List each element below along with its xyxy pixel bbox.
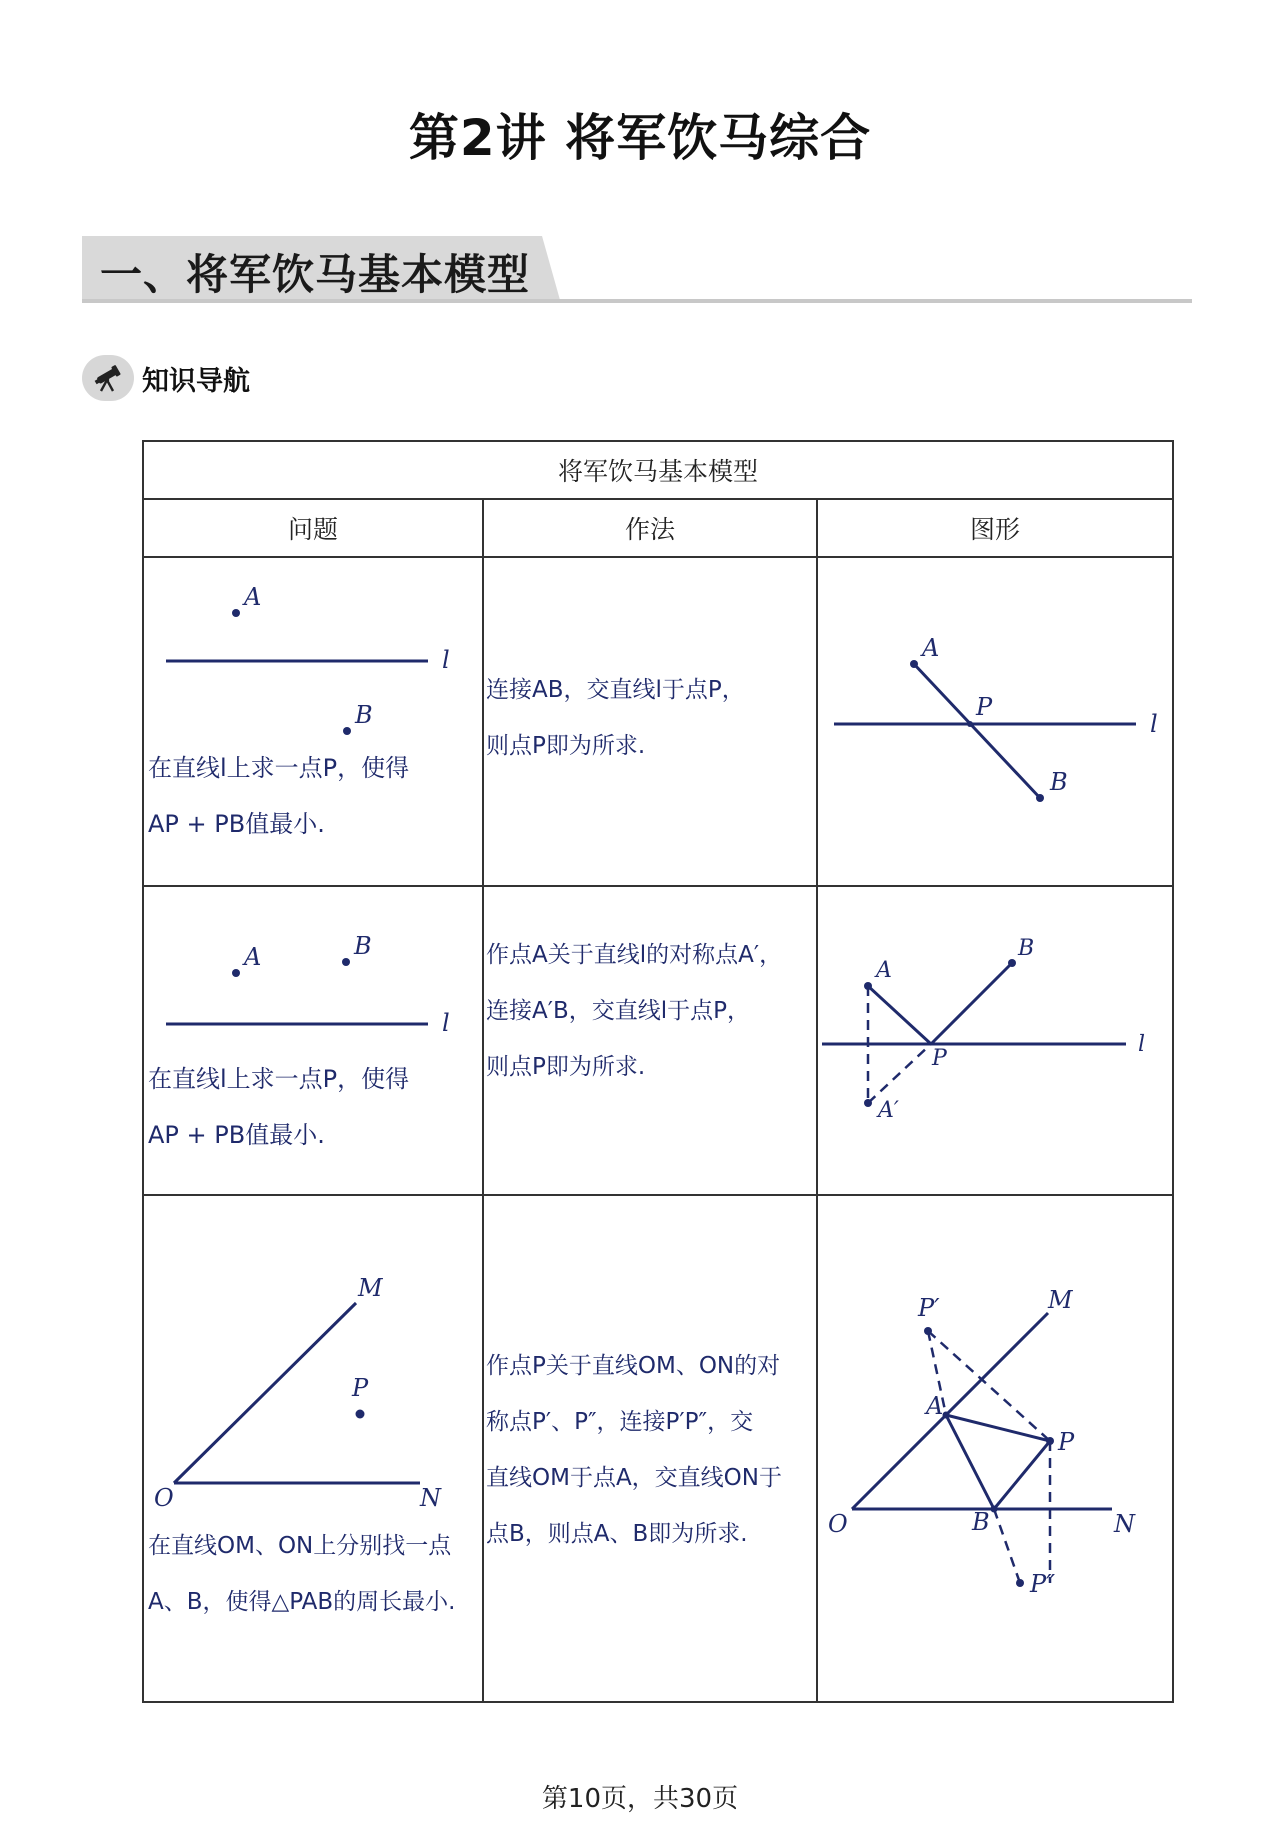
label-point-p: P (352, 1374, 369, 1402)
method-line: 则点P即为所求. (486, 733, 646, 759)
label-point-p-prime: P′ (918, 1294, 940, 1322)
figure-cell (817, 1195, 1173, 1702)
label-point-m: M (1048, 1286, 1073, 1314)
problem-cell (143, 886, 483, 1195)
figure-diagram (818, 558, 1174, 885)
problem-line: 在直线OM、ON上分别找一点 (148, 1533, 452, 1559)
label-point-p: P (932, 1046, 947, 1071)
table-row (143, 1195, 1173, 1702)
problem-cell (143, 1195, 483, 1702)
method-line: 作点A关于直线l的对称点A′， (486, 942, 783, 968)
label-point-p: P (976, 693, 993, 721)
label-point-o: O (154, 1484, 174, 1512)
method-cell (483, 886, 817, 1195)
problem-text (148, 1518, 455, 1630)
method-line: 直线OM于点A，交直线ON于 (486, 1465, 782, 1491)
label-point-b: B (1050, 768, 1068, 796)
figure-cell (817, 886, 1173, 1195)
section-banner (82, 236, 1192, 304)
figure-diagram (818, 887, 1174, 1194)
column-header-figure: 图形 (817, 499, 1173, 557)
label-point-b: B (1018, 936, 1035, 961)
knowledge-nav (82, 354, 250, 402)
label-point-a: A (922, 634, 940, 662)
table-row (143, 886, 1173, 1195)
label-line-l: l (1150, 710, 1158, 738)
problem-line: 在直线l上求一点P，使得 (148, 754, 410, 782)
telescope-icon (82, 355, 134, 401)
label-line-l: l (442, 646, 450, 674)
problem-cell (143, 557, 483, 886)
method-line: 连接AB，交直线l于点P， (486, 677, 745, 703)
column-header-method: 作法 (483, 499, 817, 557)
label-point-a: A (244, 943, 262, 971)
label-point-n: N (1114, 1510, 1135, 1538)
label-point-n: N (420, 1484, 441, 1512)
figure-diagram (818, 1196, 1174, 1701)
problem-line: AP + PB值最小. (148, 1121, 325, 1149)
problem-line: 在直线l上求一点P，使得 (148, 1065, 410, 1093)
label-point-b: B (354, 932, 372, 960)
method-line: 则点P即为所求. (486, 1054, 646, 1080)
label-point-a: A (876, 958, 892, 983)
label-point-b: B (355, 701, 373, 729)
problem-line: A、B，使得△PAB的周长最小. (148, 1589, 456, 1615)
section-title: 一、将军饮马基本模型 (100, 250, 531, 299)
label-point-a-prime: A′ (878, 1098, 899, 1123)
label-point-o: O (828, 1510, 848, 1538)
label-line-l: l (1138, 1032, 1146, 1057)
label-point-m: M (358, 1274, 383, 1302)
method-cell (483, 1195, 817, 1702)
method-line: 点B，则点A、B即为所求. (486, 1521, 748, 1547)
method-line: 称点P′、P″，连接P′P″，交 (486, 1409, 754, 1435)
problem-text (148, 740, 409, 852)
page-footer (0, 1778, 1280, 1815)
column-header-problem: 问题 (143, 499, 483, 557)
page-number: 第10页，共30页 (541, 1784, 739, 1814)
method-text (486, 1338, 782, 1562)
model-table (142, 440, 1174, 1703)
problem-text (148, 1051, 409, 1163)
label-point-a: A (244, 583, 262, 611)
knowledge-nav-label: 知识导航 (142, 365, 250, 397)
method-cell (483, 557, 817, 886)
method-text (486, 662, 745, 774)
table-row (143, 557, 1173, 886)
method-text (486, 927, 782, 1095)
label-point-a: A (926, 1392, 944, 1420)
page-title: 第2讲 将军饮马综合 (408, 109, 872, 167)
table-caption: 将军饮马基本模型 (143, 441, 1173, 499)
figure-cell (817, 557, 1173, 886)
method-line: 作点P关于直线OM、ON的对 (486, 1353, 781, 1379)
label-line-l: l (442, 1009, 450, 1037)
method-line: 连接A′B，交直线l于点P， (486, 998, 750, 1024)
label-point-p: P (1058, 1428, 1075, 1456)
label-point-b: B (972, 1508, 990, 1536)
label-point-p-double-prime: P″ (1030, 1570, 1056, 1598)
problem-line: AP + PB值最小. (148, 810, 325, 838)
